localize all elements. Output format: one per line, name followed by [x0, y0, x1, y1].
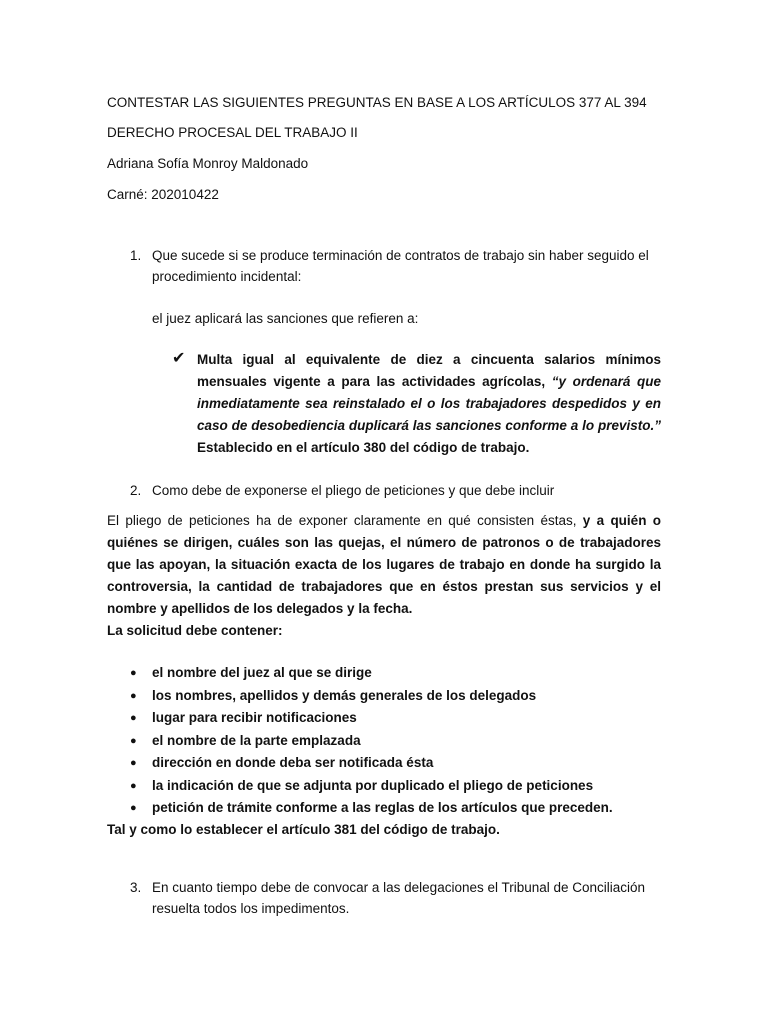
student-name: Adriana Sofía Monroy Maldonado	[107, 156, 309, 171]
course-name: DERECHO PROCESAL DEL TRABAJO II	[107, 125, 358, 140]
request-intro: La solicitud debe contener:	[107, 623, 283, 638]
question-3-text: En cuanto tiempo debe de convocar a las delegaciones el Tribunal de Conciliación resuelta todos los impedimentos.	[152, 880, 646, 916]
question-2-number: 2.	[130, 483, 142, 498]
bullet-icon: ●	[130, 757, 137, 769]
student-id: Carné: 202010422	[107, 187, 219, 202]
answer-part-1: El pliego de peticiones ha de exponer claramente en qué consisten éstas,	[107, 513, 577, 528]
question-1-text: Que sucede si se produce terminación de contratos de trabajo sin haber seguido el procedimiento incidental:	[152, 248, 649, 284]
list-item: la indicación de que se adjunta por duplicado el pliego de peticiones	[152, 778, 594, 793]
list-item: petición de trámite conforme a las reglas de los artículos que preceden.	[152, 800, 613, 815]
question-2-closing: Tal y como lo establecer el artículo 381 del código de trabajo.	[107, 822, 500, 837]
bullet-icon: ●	[130, 690, 137, 702]
question-1-sanctions	[197, 349, 661, 459]
question-1-answer-intro: el juez aplicará las sanciones que refieren a:	[152, 311, 419, 326]
question-1-number: 1.	[130, 248, 142, 263]
sanctions-source: Establecido en el artículo 380 del código de trabajo.	[197, 440, 530, 455]
list-item: los nombres, apellidos y demás generales de los delegados	[152, 688, 537, 703]
list-item: lugar para recibir notificaciones	[152, 710, 357, 725]
sanctions-text: Multa igual al equivalente de diez a cincuenta salarios mínimos mensuales vigente a para las actividades agrícolas,	[197, 352, 661, 389]
sanctions-quote: “y ordenará que inmediatamente sea reinstalado el o los trabajadores despedidos y en caso de desobediencia duplicará las sanciones conforme a lo previsto.”	[197, 374, 661, 433]
bullet-icon: ●	[130, 735, 137, 747]
question-2-answer	[107, 510, 661, 620]
question-2-text: Como debe de exponerse el pliego de peticiones y que debe incluir	[152, 483, 555, 498]
list-item: dirección en donde deba ser notificada ésta	[152, 755, 434, 770]
answer-part-2: y a quién o quiénes se dirigen, cuáles son las quejas, el número de patronos o de trabajadores que las apoyan, la situación exacta de los lugares de trabajo en donde ha surgido la controversia, la cantidad de trabajadores que en éstos prestan sus servicios y el nombre y apellidos de los delegados y la fecha.	[107, 513, 661, 616]
list-item: el nombre de la parte emplazada	[152, 733, 361, 748]
bullet-icon: ●	[130, 712, 137, 724]
bullet-icon: ●	[130, 802, 137, 814]
document-title: CONTESTAR LAS SIGUIENTES PREGUNTAS EN BASE A LOS ARTÍCULOS 377 AL 394	[107, 95, 647, 110]
bullet-icon: ●	[130, 780, 137, 792]
check-mark-icon: ✔	[172, 350, 186, 367]
question-3-number: 3.	[130, 880, 142, 895]
list-item: el nombre del juez al que se dirige	[152, 665, 372, 680]
bullet-icon: ●	[130, 667, 137, 679]
